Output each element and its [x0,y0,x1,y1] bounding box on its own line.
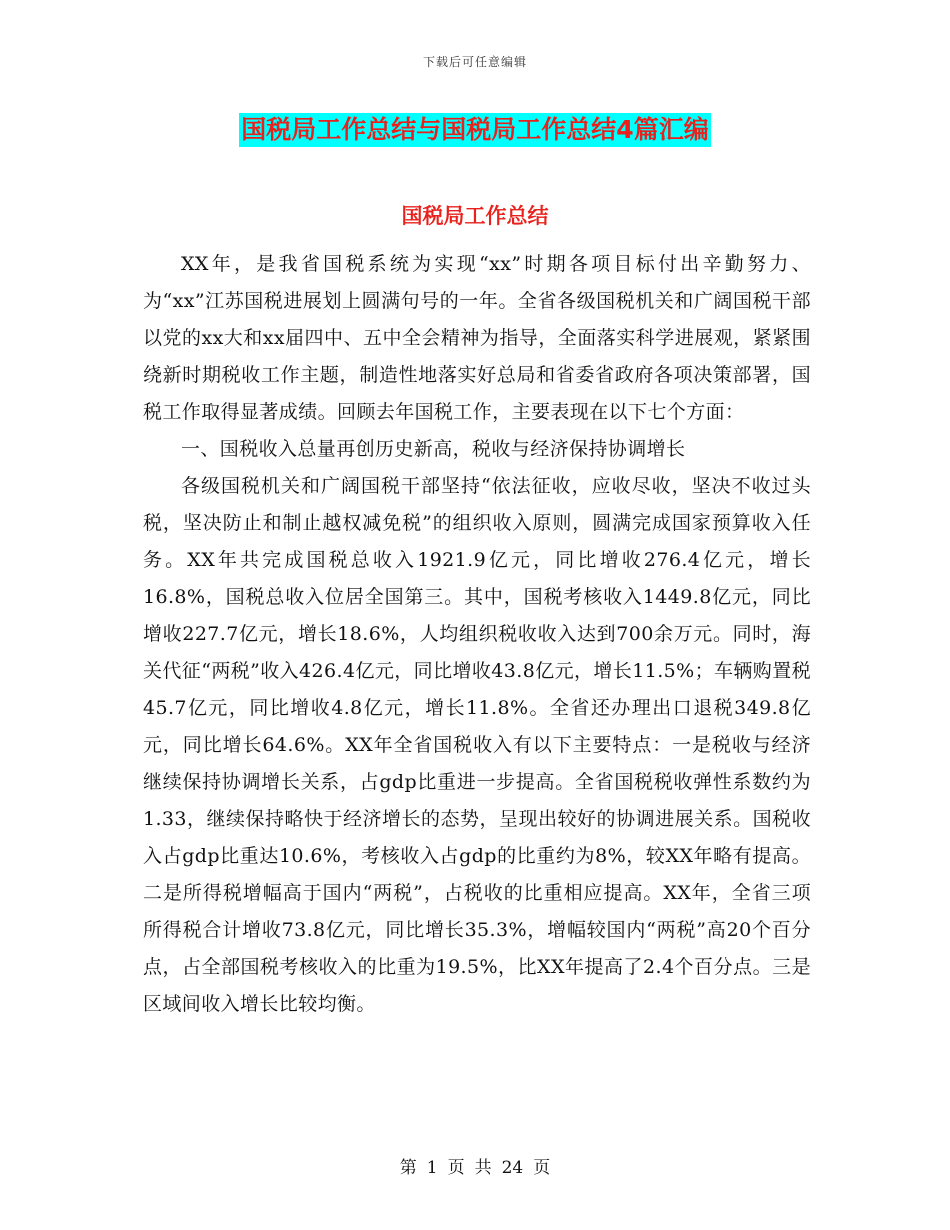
paragraph-intro: XX年，是我省国税系统为实现“xx”时期各项目标付出辛勤努力、为“xx”江苏国税进展划上圆满句号的一年。全省各级国税机关和广阔国税干部以党的xx大和xx届四中、五中全会精神为指导，全面落实科学进展观，紧紧围绕新时期税收工作主题，制造性地落实好总局和省委省政府各项决策部署，国税工作取得显著成绩。回顾去年国税工作，主要表现在以下七个方面： [143,253,811,423]
document-title: 国税局工作总结与国税局工作总结4篇汇编 [239,113,710,147]
page-label-mid: 页 [447,1158,465,1178]
section-title: 国税局工作总结 [401,204,549,228]
page-label-prefix: 第 [399,1158,417,1178]
paragraph-heading-1: 一、国税收入总量再创历史新高，税收与经济保持协调增长 [181,438,686,460]
page-number: 1 [426,1158,438,1178]
page-footer [0,1153,950,1178]
total-label-suffix: 页 [533,1158,551,1178]
header-note: 下载后可任意编辑 [422,55,527,69]
total-pages: 24 [501,1158,524,1178]
document-title-container [0,113,950,147]
total-label-prefix: 共 [474,1158,492,1178]
paragraph-revenue: 各级国税机关和广阔国税干部坚持“依法征收，应收尽收，坚决不收过头税，坚决防止和制止越权减免税”的组织收入原则，圆满完成国家预算收入任务。XX年共完成国税总收入1921.9亿元，同比增收276.4亿元，增长16.8%，国税总收入位居全国第三。其中，国税考核收入1449.8亿元，同比增收227.7亿元，增长18.6%，人均组织税收收入达到700余万元。同时，海关代征“两税”收入426.4亿元，同比增收43.8亿元，增长11.5%；车辆购置税45.7亿元，同比增收4.8亿元，增长11.8%。全省还办理出口退税349.8亿元，同比增长64.6%。XX年全省国税收入有以下主要特点：一是税收与经济继续保持协调增长关系，占gdp比重进一步提高。全省国税税收弹性系数约为1.33，继续保持略快于经济增长的态势，呈现出较好的协调进展关系。国税收入占gdp比重达10.6%，考核收入占gdp的比重约为8%，较XX年略有提高。二是所得税增幅高于国内“两税”，占税收的比重相应提高。XX年，全省三项所得税合计增收73.8亿元，同比增长35.3%，增幅较国内“两税”高20个百分点，占全部国税考核收入的比重为19.5%，比XX年提高了2.4个百分点。三是区域间收入增长比较均衡。 [143,475,811,1015]
document-body [143,246,811,1023]
